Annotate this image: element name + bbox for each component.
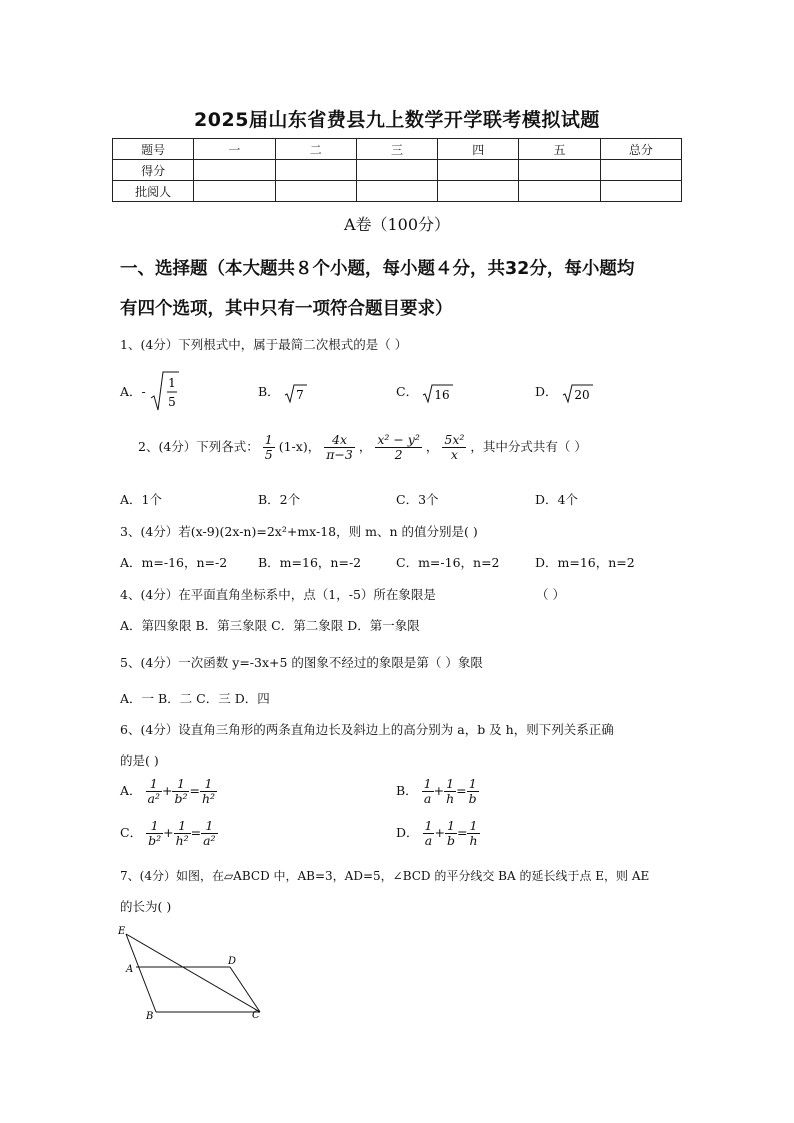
q2-f1-num: 1	[264, 432, 273, 447]
q4-paren: （ ）	[536, 587, 565, 602]
q6-a-label: A．	[120, 782, 142, 798]
fraction	[422, 777, 434, 806]
fraction-part: 1	[424, 818, 433, 833]
table-cell	[600, 160, 681, 181]
q1-b-label: B．	[258, 384, 280, 399]
table-cell: 总分	[600, 139, 681, 160]
label-b: B	[146, 1011, 154, 1022]
table-cell: 三	[356, 139, 437, 160]
table-cell: 二	[275, 139, 356, 160]
section1-heading-line1: 一、选择题（本大题共８个小题，每小题４分，共32分，每小题均	[120, 259, 635, 279]
fraction	[467, 777, 479, 806]
q2-f2-den: π−3	[326, 446, 353, 462]
table-cell	[275, 181, 356, 202]
q1-b-rad: 7	[295, 387, 304, 402]
fraction	[467, 819, 479, 848]
fraction-part: 1	[172, 777, 189, 792]
fraction-part: 1	[146, 777, 162, 792]
q3-option-b: B．m=16，n=-2	[258, 555, 362, 570]
exam-title: 2025届山东省费县九上数学开学联考模拟试题	[194, 109, 600, 131]
q1-stem: 1、(4分）下列根式中，属于最简二次根式的是（ ）	[120, 337, 408, 352]
fraction-part: a²	[203, 832, 216, 848]
q3-option-a: A．m=-16，n=-2	[120, 555, 228, 570]
q2-f1-den: 5	[264, 446, 273, 462]
section-a-heading: A卷（100分）	[343, 215, 451, 234]
table-cell	[194, 181, 275, 202]
fraction	[146, 819, 163, 848]
table-cell: 题号	[113, 139, 194, 160]
math-operator: +	[434, 824, 445, 840]
table-cell: 一	[194, 139, 275, 160]
fraction	[442, 433, 466, 462]
q7-stem-line1: 7、(4分）如图，在▱ABCD 中，AB=3，AD=5，∠BCD 的平分线交 BA 的延长线于点 E，则 AE	[120, 869, 650, 883]
parallelogram-diagram	[112, 922, 272, 1024]
q2-stem	[138, 433, 587, 462]
q2-f3-num: x² − y²	[377, 432, 420, 447]
math-operator: +	[163, 824, 174, 840]
table-cell	[356, 181, 437, 202]
fraction-part: b²	[174, 790, 188, 806]
fraction-part: h	[469, 832, 478, 848]
q4-stem: 4、(4分）在平面直角坐标系中，点（1，-5）所在象限是	[120, 587, 436, 602]
label-d: D	[228, 956, 237, 967]
table-cell: 四	[438, 139, 519, 160]
section1-heading-line2: 有四个选项，其中只有一项符合题目要求）	[120, 299, 453, 319]
q1-a-label: A．-	[120, 384, 146, 399]
q2-mid1: (1-x)，	[278, 438, 321, 454]
q2-f4-num: 5x²	[444, 432, 465, 447]
q1-d-rad: 20	[573, 387, 590, 402]
fraction-part: 1	[445, 819, 457, 834]
fraction-part: 1	[423, 776, 432, 791]
table-cell: 五	[519, 139, 600, 160]
fraction	[423, 819, 435, 848]
q1-option-d	[535, 382, 594, 403]
label-a: A	[126, 964, 134, 975]
math-operator: +	[433, 782, 445, 798]
q3-option-d: D．m=16，n=2	[535, 555, 635, 570]
math-operator: =	[190, 824, 202, 840]
table-cell: 批阅人	[113, 181, 194, 202]
q2-suffix: ，其中分式共有（ ）	[470, 438, 587, 454]
q2-comma: ，	[425, 438, 439, 454]
table-cell: 得分	[113, 160, 194, 181]
q2-f2-num: 4x	[324, 433, 355, 448]
table-cell	[438, 181, 519, 202]
fraction-part: a	[424, 832, 433, 848]
fraction-part: h	[446, 790, 455, 806]
table-cell	[519, 160, 600, 181]
q2-prefix: 2、(4分）下列各式：	[138, 438, 259, 454]
table-row	[113, 139, 682, 160]
radical-sign	[562, 383, 594, 403]
label-e: E	[118, 926, 126, 937]
table-cell	[356, 160, 437, 181]
q6-option-a	[120, 777, 217, 806]
fraction	[444, 777, 456, 806]
fraction-part: h²	[175, 832, 189, 848]
fraction	[201, 819, 217, 848]
label-c: C	[252, 1010, 260, 1021]
fraction	[172, 777, 189, 806]
q6-option-c	[120, 819, 218, 848]
fraction	[375, 433, 422, 462]
fraction-part: 1	[174, 819, 191, 834]
q2-option-c: C．3个	[396, 492, 439, 507]
q1-c-label: C．	[396, 384, 419, 399]
q7-stem-line2: 的长为( )	[120, 899, 172, 914]
fraction-part: 1	[146, 819, 163, 834]
fraction-part: a	[423, 790, 432, 806]
score-table	[112, 138, 682, 202]
q2-f3-den: 2	[394, 446, 403, 462]
q1-d-label: D．	[535, 384, 558, 399]
q6-d-label: D．	[396, 824, 419, 840]
q6-b-label: B．	[396, 782, 418, 798]
math-operator: =	[456, 824, 468, 840]
fraction-part: 1	[201, 819, 217, 834]
q2-option-d: D．4个	[535, 492, 578, 507]
fraction-part: a²	[147, 790, 160, 806]
q4-options: A．第四象限 B．第三象限 C．第二象限 D．第一象限	[120, 618, 420, 633]
line-dc	[230, 967, 260, 1012]
q6-option-b	[396, 777, 479, 806]
table-cell	[275, 160, 356, 181]
table-cell	[519, 181, 600, 202]
fraction-part: 1	[200, 777, 217, 792]
q5-stem: 5、(4分）一次函数 y=-3x+5 的图象不经过的象限是第（ ）象限	[120, 655, 483, 670]
radical-sign	[284, 383, 308, 403]
q2-f4-den: x	[450, 446, 458, 462]
fraction-part: 1	[444, 777, 456, 792]
table-cell	[600, 181, 681, 202]
fraction	[263, 433, 275, 462]
q6-c-label: C．	[120, 824, 143, 840]
fraction-part: b²	[148, 832, 162, 848]
fraction	[200, 777, 217, 806]
sqrt-symbol	[150, 370, 180, 415]
radical-sign	[422, 383, 454, 403]
fraction	[174, 819, 191, 848]
q6-stem-line2: 的是( )	[120, 753, 159, 768]
q2-option-b: B．2个	[258, 492, 301, 507]
q1-option-b	[258, 382, 308, 403]
q2-comma: ，	[358, 438, 372, 454]
q6-option-d	[396, 819, 480, 848]
fraction	[324, 433, 355, 462]
radical-sign	[150, 370, 180, 412]
line-ec	[126, 934, 260, 1012]
q1-a-den: 5	[167, 395, 176, 409]
q1-c-rad: 16	[434, 387, 450, 402]
fraction	[146, 777, 162, 806]
math-operator: =	[189, 782, 200, 798]
table-cell	[438, 160, 519, 181]
q3-option-c: C．m=-16，n=2	[396, 555, 500, 570]
fraction	[445, 819, 457, 848]
q1-option-a	[120, 370, 180, 415]
q5-options: A．一 B．二 C．三 D．四	[120, 691, 270, 706]
table-row	[113, 181, 682, 202]
fraction-part: b	[468, 790, 477, 806]
table-row	[113, 160, 682, 181]
table-cell	[194, 160, 275, 181]
fraction-part: 1	[467, 777, 479, 792]
q1-option-c	[396, 382, 454, 403]
q2-option-a: A．1个	[120, 492, 162, 507]
q1-a-num: 1	[167, 376, 176, 390]
fraction-part: b	[446, 832, 455, 848]
q3-stem: 3、(4分）若(x-9)(2x-n)=2x²+mx-18，则 m、n 的值分别是( )	[120, 524, 478, 539]
math-operator: +	[161, 782, 173, 798]
math-operator: =	[456, 782, 467, 798]
q6-stem-line1: 6、(4分）设直角三角形的两条直角边长及斜边上的高分别为 a，b 及 h，则下列关系正确	[120, 722, 614, 737]
fraction-part: h²	[201, 790, 216, 806]
fraction-part: 1	[467, 819, 479, 834]
